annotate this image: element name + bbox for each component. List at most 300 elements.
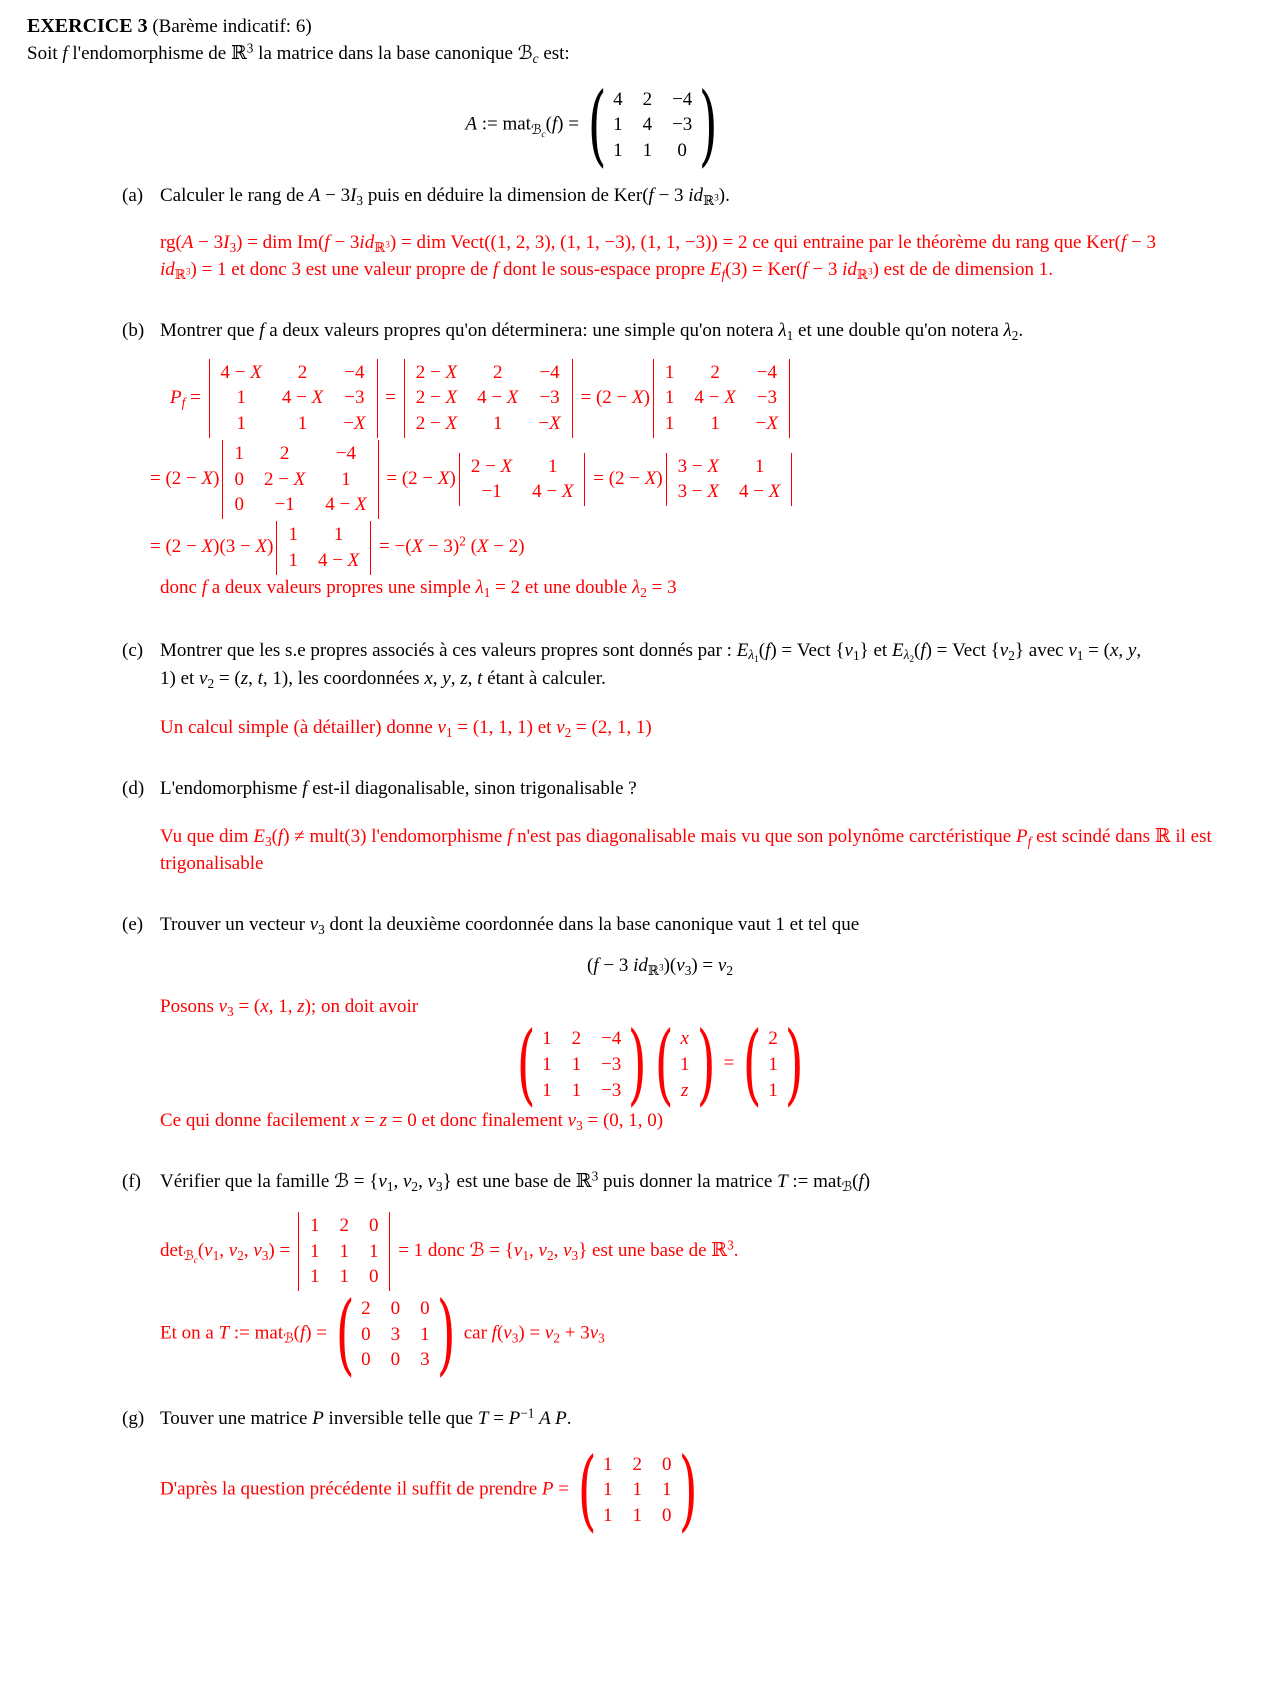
text-run: 1 <box>483 584 491 600</box>
matrix-cell <box>672 139 692 163</box>
text-run: z <box>297 996 305 1018</box>
item-body <box>160 1169 1160 1196</box>
text-run: v <box>1068 639 1077 661</box>
text-run: c <box>541 129 546 140</box>
text-run: −3 <box>539 387 560 409</box>
text-run: − 3 <box>598 955 634 977</box>
determinant <box>298 1212 391 1291</box>
item-body <box>160 912 1160 939</box>
matrix-cell <box>633 1478 643 1502</box>
text-run: −3 <box>601 1053 622 1075</box>
matrix <box>654 1012 716 1116</box>
matrix-cell <box>694 361 735 385</box>
text-run: f <box>62 42 68 64</box>
matrix-cell <box>603 1478 613 1502</box>
text-run: + 3 <box>560 1322 590 1344</box>
text-run: , <box>529 1239 539 1261</box>
text-run: )( <box>663 955 677 977</box>
text-run: 2 <box>339 1214 349 1236</box>
text-run: 2 <box>642 88 653 110</box>
document-body <box>27 40 1212 1541</box>
subscript <box>436 1179 443 1194</box>
text-run: 3 <box>598 1330 605 1346</box>
matrix-cell <box>343 361 365 385</box>
matrix-cell <box>643 113 653 137</box>
text-run: X <box>311 387 324 409</box>
text-run: 2 <box>279 442 290 464</box>
subscript <box>726 963 733 978</box>
matrix-cell <box>310 1265 320 1289</box>
text-run: v <box>563 1239 572 1261</box>
text-run: f <box>277 826 284 848</box>
text-run: E <box>736 639 749 661</box>
text-run: ) <box>863 1171 871 1193</box>
text-run: − 3 <box>329 231 360 253</box>
text-run: f <box>551 113 558 135</box>
text-run: 1 <box>339 1240 349 1262</box>
matrix-cell <box>739 480 780 504</box>
text-run: v <box>199 667 208 689</box>
matrix-cell <box>538 386 560 410</box>
text-run: , <box>219 1239 229 1261</box>
item-body <box>160 183 1160 210</box>
text-run: − 3 <box>653 184 689 206</box>
text-run: λ <box>778 319 787 341</box>
text-run: X <box>411 536 428 558</box>
matrix-cell <box>264 442 305 466</box>
text-run: , <box>393 1171 403 1193</box>
matrix-cell <box>288 549 298 573</box>
matrix-cell <box>538 412 560 436</box>
text-run: A <box>465 113 477 135</box>
right-paren-glyph: ) <box>699 72 718 176</box>
text-run: )(3 − <box>213 536 256 558</box>
matrix-grid <box>666 453 793 507</box>
text-run: z <box>379 1110 392 1132</box>
text-run: Un calcul simple (à détailler) donne <box>160 716 438 738</box>
text-run: , <box>418 1171 428 1193</box>
left-paren-glyph: ( <box>335 1282 355 1386</box>
text-run: X <box>250 361 262 383</box>
matrix-cell <box>369 1265 379 1289</box>
text-run: P <box>1016 826 1028 848</box>
matrix-cell <box>318 523 359 547</box>
matrix-cell <box>603 1453 613 1477</box>
text-run: a deux valeurs propres une simple <box>206 576 476 598</box>
text-run: t <box>257 667 263 689</box>
text-run: = <box>364 1110 380 1132</box>
matrix-cell <box>572 1027 582 1051</box>
text-run: = <box>150 536 166 558</box>
text-run: , <box>243 1239 254 1261</box>
subscript <box>903 647 914 666</box>
text-run: X <box>293 468 306 490</box>
text-run: = (0, 1, 0) <box>582 1110 664 1132</box>
text-run: X <box>707 455 719 477</box>
text-run: v <box>538 1239 547 1261</box>
text-run: 2 <box>564 724 572 740</box>
text-run: A <box>308 184 321 206</box>
determinant <box>404 359 573 438</box>
text-run: 3 <box>420 1349 430 1371</box>
text-run: ) = <box>691 955 718 977</box>
matrix-cell <box>361 1323 371 1347</box>
matrix-cell <box>672 88 692 112</box>
item-label: (d) <box>122 777 145 799</box>
text-run: ( <box>465 536 477 558</box>
text-run: , <box>553 1239 564 1261</box>
text-run: et donc finalement <box>416 1110 568 1132</box>
subscript <box>183 1247 198 1266</box>
matrix-cell <box>339 1240 349 1264</box>
text-run: − 3 <box>807 258 843 280</box>
answer-b-conclusion <box>160 575 1160 602</box>
matrix-cell <box>221 412 262 436</box>
matrix-cell <box>532 455 573 479</box>
text-run: v <box>567 1110 577 1132</box>
text-run: λ <box>748 647 755 663</box>
text-run: 3 − <box>677 455 708 477</box>
text-run: ℝ <box>174 266 186 282</box>
text-run: −4 <box>672 88 693 110</box>
left-paren-glyph: ( <box>516 1012 536 1116</box>
text-run: Posons <box>160 996 219 1018</box>
text-run: 1 <box>786 327 794 343</box>
matrix-cell <box>694 386 735 410</box>
text-run: X <box>549 413 561 435</box>
text-run: I <box>350 184 357 206</box>
subscript <box>853 647 860 662</box>
text-run: ) = <box>268 1239 295 1261</box>
text-run: X <box>561 481 574 503</box>
matrix-cell <box>678 480 719 504</box>
intro-line <box>27 41 1160 68</box>
subscript <box>703 193 719 208</box>
text-run: x <box>424 667 433 689</box>
text-run: X <box>766 413 779 435</box>
text-run: (2 − <box>608 467 645 489</box>
text-run: . <box>566 1407 572 1429</box>
text-run: −3 <box>756 387 778 409</box>
left-paren-glyph: ( <box>654 1012 674 1116</box>
text-run: ) = <box>518 1322 545 1344</box>
text-run: v <box>513 1239 523 1261</box>
text-run: 3 <box>356 192 364 208</box>
text-run: Trouver un vecteur <box>160 914 310 936</box>
text-run: ) <box>656 467 663 489</box>
text-run: = 0 <box>391 1110 417 1132</box>
text-run: 4 − <box>281 387 312 409</box>
text-run: 3 <box>591 1168 599 1184</box>
matrix-cell <box>542 1079 552 1103</box>
text-run: ) = dim Vect((1, 2, 3), (1, 1, −3), (1, 1, −3)) = 2 ce qui entraine par le théorème du rang que Ker( <box>389 231 1121 253</box>
text-run: 0 <box>662 1505 672 1527</box>
item-d <box>27 776 1160 803</box>
text-run: v <box>309 914 319 936</box>
matrix-cell <box>680 1079 690 1103</box>
text-run: 1 <box>212 1247 220 1263</box>
exercise-title-bold: EXERCICE 3 <box>27 15 148 37</box>
text-run: f <box>302 777 308 799</box>
matrix-cell <box>416 361 457 385</box>
item-a <box>27 183 1160 210</box>
text-run: = { <box>484 1239 514 1261</box>
text-run: A P <box>539 1407 567 1429</box>
matrix-grid <box>209 359 378 438</box>
text-run: 3 <box>436 1179 443 1194</box>
text-run: 0 <box>234 468 244 490</box>
text-run: f <box>299 1322 306 1344</box>
exercise-title <box>27 12 1160 41</box>
right-paren-glyph: ) <box>696 1012 716 1116</box>
text-run: 0 <box>677 140 687 162</box>
superscript <box>727 1237 734 1252</box>
matrix-cell <box>416 412 457 436</box>
text-run: 2 <box>1008 647 1015 663</box>
text-run: (2 − <box>595 386 632 408</box>
text-run: 1 <box>386 1179 394 1194</box>
text-run: } est une base de ℝ <box>442 1171 592 1193</box>
text-run: = 2 et une double <box>490 576 632 598</box>
text-run: f <box>920 639 926 661</box>
text-run: 1 <box>768 1053 778 1075</box>
matrix-cell <box>601 1027 621 1051</box>
text-run: ) = Vect { <box>925 639 1000 661</box>
text-run: 1 <box>603 1479 613 1501</box>
text-run: A <box>181 231 194 253</box>
matrix <box>577 1437 698 1541</box>
matrix-cell <box>325 468 366 492</box>
matrix-grid <box>607 86 698 165</box>
subscript <box>547 1248 554 1263</box>
text-run: c <box>193 1255 198 1266</box>
text-run: z <box>460 667 468 689</box>
matrix-cell <box>471 455 512 479</box>
text-run: 3 <box>658 963 664 974</box>
text-run: y <box>1127 639 1137 661</box>
matrix-cell <box>665 361 675 385</box>
text-run: 3 <box>318 922 325 938</box>
text-run: X <box>445 387 458 409</box>
text-run: 2 <box>710 361 720 383</box>
text-run: ) <box>449 467 456 489</box>
text-run: 2 <box>546 1247 554 1263</box>
matrix-cell <box>282 412 323 436</box>
text-run: ( <box>293 1322 300 1344</box>
text-run: = <box>553 1478 574 1500</box>
matrix-cell <box>420 1323 430 1347</box>
matrix-cell <box>643 88 653 112</box>
text-run: P <box>312 1407 324 1429</box>
item-body <box>160 1406 1160 1433</box>
matrix-cell <box>613 88 623 112</box>
answer-f-matrix-T <box>160 1282 1160 1386</box>
text-run: I <box>223 231 230 253</box>
text-run: ( <box>758 639 766 661</box>
text-run: étant à calculer. <box>482 667 606 689</box>
text-run: = <box>380 386 401 408</box>
text-run: ) = <box>305 1322 332 1344</box>
text-run: a deux valeurs propres qu'on déterminera: une simple qu'on notera <box>264 319 779 341</box>
text-run: − 3) <box>427 536 460 558</box>
text-run: id <box>359 231 375 253</box>
text-run: ( <box>271 826 278 848</box>
text-run: v <box>427 1171 436 1193</box>
text-run: (2 − <box>165 467 202 489</box>
matrix-cell <box>643 139 653 163</box>
text-run: et une double qu'on notera <box>793 319 1004 341</box>
text-run: 1 <box>341 468 351 490</box>
text-run: dont la deuxième coordonnée dans la base canonique vaut 1 et tel que <box>324 914 860 936</box>
matrix-cell <box>420 1348 430 1372</box>
matrix-cell <box>391 1323 401 1347</box>
text-run: = ( <box>214 667 241 689</box>
text-run: 2 <box>726 963 733 979</box>
text-run: (2 − <box>401 467 438 489</box>
text-run: 0 <box>234 494 244 516</box>
answer-c <box>160 715 1160 742</box>
text-run: X <box>500 455 513 477</box>
text-run: X <box>355 494 367 516</box>
text-run: Ce qui donne facilement <box>160 1110 351 1132</box>
text-run: X <box>476 536 494 558</box>
text-run: dont le sous-espace propre <box>498 258 710 280</box>
subscript <box>227 1004 234 1019</box>
text-run: = { <box>349 1171 379 1193</box>
text-run: 1 <box>1076 647 1084 663</box>
text-run: v <box>437 716 446 738</box>
text-run: −3 <box>344 387 365 409</box>
matrix-cell <box>282 386 323 410</box>
text-run: 1 <box>309 1214 320 1236</box>
text-run: 1 <box>542 1053 552 1075</box>
text-run: 1 <box>571 1079 582 1101</box>
text-run: ) ≠ mult(3) l'endomorphisme <box>283 826 508 848</box>
text-run: 1 <box>368 1240 379 1262</box>
matrix-cell <box>361 1348 371 1372</box>
text-run: = ( <box>1083 639 1110 661</box>
text-run: 1 <box>664 387 675 409</box>
text-run: 2 − <box>263 468 294 490</box>
matrix-grid <box>404 359 573 438</box>
matrix-cell <box>538 361 560 385</box>
matrix-grid <box>762 1025 784 1104</box>
text-run: inversible telle que <box>323 1407 478 1429</box>
text-run: P <box>170 386 182 408</box>
left-paren-glyph: ( <box>577 1437 597 1541</box>
text-run: y <box>442 667 451 689</box>
text-run: −3 <box>672 114 693 136</box>
text-run: 1 <box>768 1079 778 1101</box>
text-run: ℬ <box>517 42 533 64</box>
text-run: 1 <box>603 1453 613 1475</box>
text-run: 1 <box>309 1266 320 1288</box>
matrix-cell <box>572 1053 582 1077</box>
text-run: , <box>467 667 478 689</box>
subscript <box>857 267 873 282</box>
determinant <box>653 359 790 438</box>
right-paren-glyph: ) <box>784 1012 804 1116</box>
text-run: 1 <box>603 1505 613 1527</box>
text-run: 4 − <box>694 387 725 409</box>
superscript <box>459 534 466 549</box>
text-run: ℝ <box>856 266 868 282</box>
text-run: ) est de de dimension 1. <box>872 258 1054 280</box>
text-run: ( <box>587 955 594 977</box>
text-run: 1 <box>445 724 453 740</box>
text-run: 1 <box>236 387 246 409</box>
matrix-cell <box>672 113 692 137</box>
matrix-cell <box>662 1504 672 1528</box>
text-run: , <box>1136 639 1142 661</box>
text-run: 1, <box>273 996 298 1018</box>
text-run: Soit <box>27 42 63 64</box>
text-run: 1), les coordonnées <box>267 667 425 689</box>
text-run: 1 <box>632 1479 643 1501</box>
text-run: id <box>842 258 857 280</box>
text-run: n'est pas diagonalisable mais vu que son polynôme carctéristique <box>512 826 1016 848</box>
text-run: ( <box>496 1322 504 1344</box>
text-run: f <box>765 639 771 661</box>
subscript <box>522 1248 529 1263</box>
text-run: − <box>538 413 550 435</box>
subscript <box>374 240 390 255</box>
text-run: (3) = Ker( <box>725 258 803 280</box>
text-run: ℬ <box>841 1179 853 1194</box>
char-poly-line-1 <box>170 359 1160 438</box>
text-run: Touver une matrice <box>160 1407 313 1429</box>
text-run: x <box>260 996 269 1018</box>
text-run: 1 <box>571 1053 582 1075</box>
answer-f-determinant <box>160 1212 1160 1291</box>
text-run: ) <box>643 386 650 408</box>
text-run: 1 <box>542 1028 552 1050</box>
matrix-cell <box>601 1079 621 1103</box>
left-paren-glyph: ( <box>742 1012 762 1116</box>
matrix-cell <box>288 523 298 547</box>
text-run: x <box>351 1110 365 1132</box>
text-run: T <box>218 1322 230 1344</box>
text-run: X <box>768 481 781 503</box>
item-label: (c) <box>122 639 144 661</box>
text-run: 0 <box>420 1297 430 1319</box>
item-f <box>27 1169 1160 1196</box>
text-run: 2 − <box>415 361 446 383</box>
exercise-title-rest: (Barème indicatif: 6) <box>147 16 312 37</box>
matrix-cell <box>391 1297 401 1321</box>
matrix-cell <box>680 1053 690 1077</box>
text-run: T <box>477 1407 489 1429</box>
text-run: v <box>999 639 1009 661</box>
matrix-cell <box>662 1453 672 1477</box>
text-run: λ <box>1003 319 1012 341</box>
text-run: 2 <box>571 1028 582 1050</box>
text-run: f <box>1120 231 1127 253</box>
item-e <box>27 912 1160 939</box>
matrix-grid <box>653 359 790 438</box>
text-run: = ( <box>233 996 261 1018</box>
text-run: ( <box>545 113 552 135</box>
matrix-cell <box>613 139 623 163</box>
text-run: 2 <box>237 1247 244 1263</box>
text-run: x <box>680 1028 689 1050</box>
text-run: := mat <box>229 1322 284 1344</box>
text-run: ℬ <box>183 1247 194 1263</box>
determinant <box>222 440 378 519</box>
text-run: v <box>589 1322 599 1344</box>
matrix-cell <box>678 455 719 479</box>
matrix-cell <box>633 1453 643 1477</box>
